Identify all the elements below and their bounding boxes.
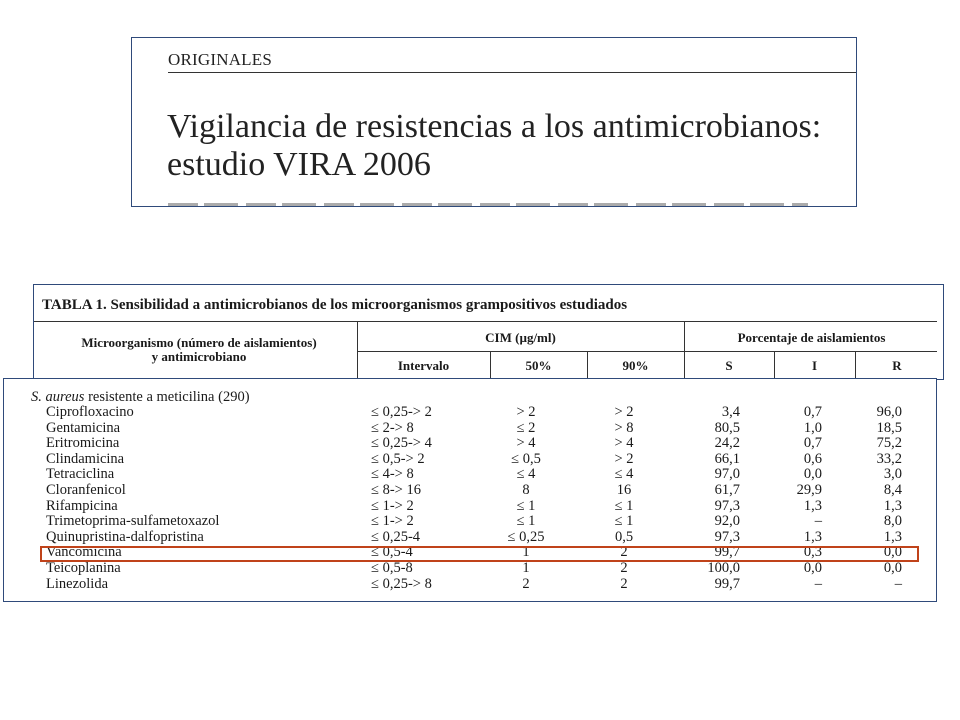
- r-cell: 75,2: [876, 435, 902, 452]
- vancomicina-highlight-box: [40, 546, 919, 562]
- i-cell: 0,0: [803, 560, 822, 576]
- r-cell: 96,0: [876, 404, 902, 420]
- p50-cell: 2: [522, 575, 530, 592]
- table-row: [4, 405, 936, 421]
- header-i: I: [811, 358, 818, 373]
- r-cell: 8,4: [883, 482, 902, 498]
- i-cell: 0,0: [803, 466, 822, 483]
- i-cell: 29,9: [796, 482, 822, 498]
- interval-cell: ≤ 0,5-> 2: [371, 450, 425, 467]
- table-row: [4, 436, 936, 452]
- i-cell: 0,3: [803, 544, 822, 561]
- table-row: [4, 499, 936, 515]
- header-organism-line-2: y antimicrobiano: [151, 349, 247, 364]
- drug-name: Vancomicina: [46, 544, 122, 561]
- i-cell: 1,0: [803, 419, 822, 436]
- table-body-box: [3, 378, 937, 602]
- s-cell: 97,3: [714, 528, 740, 545]
- r-cell: –: [894, 575, 902, 592]
- drug-name: Trimetoprima-sulfametoxazol: [46, 513, 220, 530]
- interval-cell: ≤ 2-> 8: [371, 419, 414, 436]
- header-cim: CIM (µg/ml): [485, 330, 556, 345]
- i-cell: –: [814, 513, 822, 530]
- s-cell: 24,2: [714, 435, 740, 452]
- i-cell: 0,6: [803, 450, 822, 467]
- interval-cell: ≤ 1-> 2: [371, 497, 414, 514]
- interval-cell: ≤ 0,25-4: [371, 528, 421, 545]
- p90-cell: 2: [620, 560, 628, 576]
- r-cell: 0,0: [883, 560, 902, 576]
- drug-name: Clindamicina: [46, 450, 125, 467]
- interval-cell: ≤ 0,5-4: [371, 544, 413, 561]
- interval-cell: ≤ 8-> 16: [371, 482, 421, 498]
- s-cell: 66,1: [714, 450, 740, 467]
- drug-name: Cloranfenicol: [46, 482, 126, 498]
- article-title: [167, 108, 821, 184]
- p50-cell: > 2: [516, 404, 536, 420]
- header-p90: 90%: [622, 358, 649, 373]
- header-p50: 50%: [525, 358, 552, 373]
- p90-cell: ≤ 4: [614, 466, 634, 483]
- s-cell: 92,0: [714, 513, 740, 530]
- p90-cell: > 4: [614, 435, 634, 452]
- p50-cell: 1: [522, 544, 530, 561]
- section-label: ORIGINALES: [168, 50, 272, 69]
- table-header-box: [33, 284, 944, 380]
- p90-cell: > 8: [614, 419, 634, 436]
- r-cell: 0,0: [883, 544, 902, 561]
- p50-cell: ≤ 0,5: [511, 450, 541, 467]
- article-title-line-1: Vigilancia de resistencias a los antimicrobianos:: [167, 108, 822, 145]
- p50-cell: 1: [522, 560, 530, 576]
- header-s: S: [725, 358, 733, 373]
- i-cell: –: [814, 575, 822, 592]
- header-mid-rule: [357, 351, 937, 352]
- p50-cell: ≤ 2: [516, 419, 536, 436]
- p50-cell: ≤ 1: [516, 497, 536, 514]
- table-row: [4, 467, 936, 483]
- r-cell: 33,2: [876, 450, 902, 467]
- interval-cell: ≤ 0,25-> 8: [371, 575, 432, 592]
- p90-cell: 2: [620, 575, 628, 592]
- p50-cell: ≤ 1: [516, 513, 536, 530]
- group-organism-italic: S. aureus: [31, 389, 85, 405]
- drug-name: Rifampicina: [46, 497, 118, 514]
- r-cell: 1,3: [883, 528, 902, 545]
- table-row: [4, 483, 936, 499]
- interval-cell: ≤ 0,25-> 4: [371, 435, 432, 452]
- drug-name: Eritromicina: [46, 435, 120, 452]
- cropped-author-line: [168, 203, 808, 207]
- p90-cell: 0,5: [614, 528, 634, 545]
- s-cell: 99,7: [714, 575, 740, 592]
- table-row: [4, 421, 936, 437]
- p50-cell: > 4: [516, 435, 536, 452]
- s-cell: 61,7: [714, 482, 740, 498]
- drug-name: Gentamicina: [46, 419, 121, 436]
- i-cell: 1,3: [803, 528, 822, 545]
- table-row: [4, 514, 936, 530]
- s-cell: 100,0: [707, 560, 740, 576]
- header-organism-line-1: Microorganismo (número de aislamientos): [81, 335, 317, 350]
- header-r: R: [892, 358, 902, 373]
- p90-cell: 2: [620, 544, 628, 561]
- header-top-rule: [34, 321, 937, 322]
- drug-name: Quinupristina-dalfopristina: [46, 528, 204, 545]
- p50-cell: ≤ 4: [516, 466, 536, 483]
- drug-name: Ciprofloxacino: [46, 404, 134, 420]
- s-cell: 80,5: [714, 419, 740, 436]
- article-header-box: [131, 37, 857, 207]
- p90-cell: ≤ 1: [614, 497, 634, 514]
- table-row: [4, 452, 936, 468]
- r-cell: 8,0: [883, 513, 902, 530]
- section-divider: [168, 72, 856, 73]
- table-row: [4, 577, 936, 593]
- p90-cell: 16: [616, 482, 632, 498]
- r-cell: 3,0: [883, 466, 902, 483]
- group-organism-rest: resistente a meticilina (290): [84, 389, 250, 405]
- interval-cell: ≤ 0,5-8: [371, 560, 413, 576]
- interval-cell: ≤ 0,25-> 2: [371, 404, 432, 420]
- s-cell: 3,4: [721, 404, 740, 420]
- interval-cell: ≤ 4-> 8: [371, 466, 414, 483]
- i-cell: 0,7: [803, 435, 822, 452]
- s-cell: 97,0: [714, 466, 740, 483]
- r-cell: 1,3: [883, 497, 902, 514]
- p90-cell: ≤ 1: [614, 513, 634, 530]
- i-cell: 0,7: [803, 404, 822, 420]
- p50-cell: 8: [522, 482, 530, 498]
- table-row: [4, 561, 936, 577]
- header-percent: Porcentaje de aislamientos: [737, 330, 886, 345]
- drug-name: Teicoplanina: [46, 560, 121, 576]
- header-interval: Intervalo: [397, 358, 450, 373]
- i-cell: 1,3: [803, 497, 822, 514]
- p90-cell: > 2: [614, 450, 634, 467]
- p90-cell: > 2: [614, 404, 634, 420]
- drug-name: Tetraciclina: [46, 466, 115, 483]
- drug-name: Linezolida: [46, 575, 109, 592]
- s-cell: 99,7: [714, 544, 740, 561]
- r-cell: 18,5: [876, 419, 902, 436]
- interval-cell: ≤ 1-> 2: [371, 513, 414, 530]
- article-title-line-2: estudio VIRA 2006: [167, 146, 431, 183]
- table-row: [4, 530, 936, 546]
- s-cell: 97,3: [714, 497, 740, 514]
- p50-cell: ≤ 0,25: [507, 528, 545, 545]
- table-caption: TABLA 1. Sensibilidad a antimicrobianos de los microorganismos grampositivos estudiados: [42, 297, 628, 313]
